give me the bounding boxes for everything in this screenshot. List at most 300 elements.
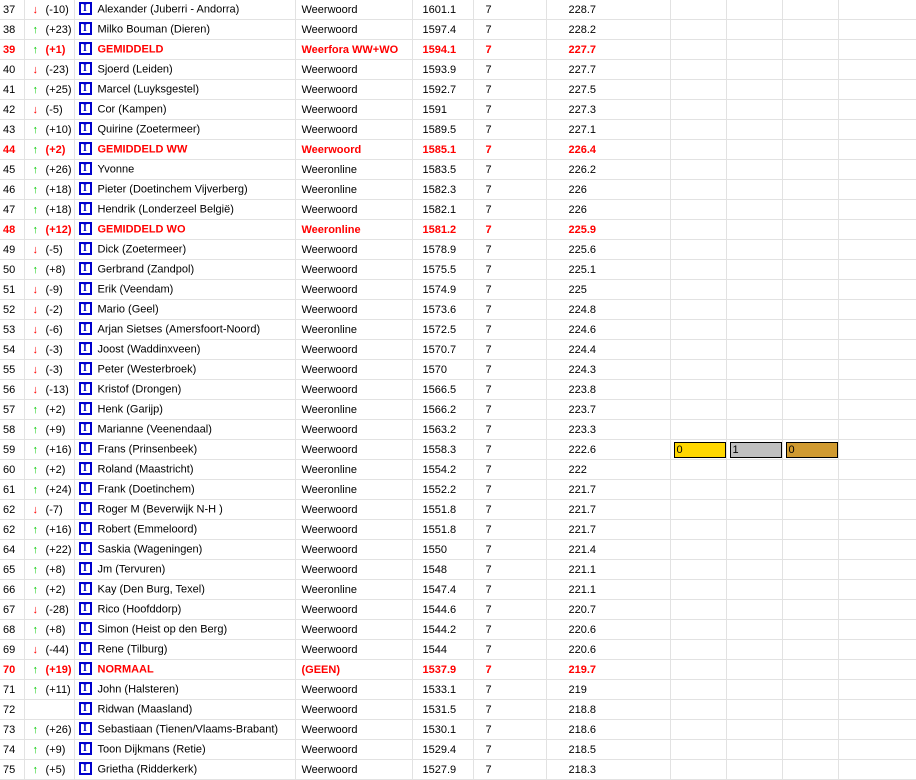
change-cell <box>24 300 74 320</box>
arrow-up-icon: ↑ <box>32 743 38 756</box>
medal-gold-cell <box>670 0 726 20</box>
count-cell: 7 <box>473 460 546 480</box>
change-cell <box>24 740 74 760</box>
forecaster-name: Marcel (Luyksgestel) <box>97 83 199 96</box>
arrow-down-icon: ↓ <box>32 603 38 616</box>
table-row <box>0 560 916 580</box>
arrow-down-icon: ↓ <box>32 643 38 656</box>
medal-silver-cell <box>726 400 782 420</box>
user-info-icon[interactable]: I <box>79 102 92 115</box>
medal-gold-cell <box>670 740 726 760</box>
rank-cell: 68 <box>0 620 24 640</box>
points-cell: 1544.6 <box>412 600 473 620</box>
forecaster-name: GEMIDDELD WO <box>97 223 186 236</box>
change-cell <box>24 120 74 140</box>
count-cell: 7 <box>473 660 546 680</box>
count-cell: 7 <box>473 80 546 100</box>
points-cell: 1574.9 <box>412 280 473 300</box>
name-cell <box>74 340 295 360</box>
spacer-cell <box>838 80 916 100</box>
spacer-cell <box>838 120 916 140</box>
medal-gold-cell <box>670 560 726 580</box>
user-info-icon[interactable]: I <box>79 462 92 475</box>
change-cell <box>24 200 74 220</box>
points-cell: 1530.1 <box>412 720 473 740</box>
name-cell <box>74 400 295 420</box>
avg-cell: 227.3 <box>546 100 670 120</box>
table-row <box>0 380 916 400</box>
change-value: (+2) <box>42 463 66 476</box>
medal-silver-cell <box>726 720 782 740</box>
forecaster-name: GEMIDDELD <box>97 43 164 56</box>
forecaster-name: GEMIDDELD WW <box>97 143 188 156</box>
spacer-cell <box>838 580 916 600</box>
medal-gold-cell <box>670 200 726 220</box>
medal-bronze-cell <box>782 540 838 560</box>
forecaster-name: Rene (Tilburg) <box>97 643 168 656</box>
arrow-up-icon: ↑ <box>32 423 38 436</box>
medal-gold-cell <box>670 100 726 120</box>
medal-silver-cell <box>726 600 782 620</box>
user-info-icon[interactable]: I <box>79 162 92 175</box>
avg-cell: 228.7 <box>546 0 670 20</box>
points-cell: 1570.7 <box>412 340 473 360</box>
source-cell: Weeronline <box>295 580 412 600</box>
count-cell: 7 <box>473 240 546 260</box>
medal-gold-cell <box>670 280 726 300</box>
rank-cell: 42 <box>0 100 24 120</box>
change-cell <box>24 160 74 180</box>
avg-cell: 218.6 <box>546 720 670 740</box>
spacer-cell <box>838 100 916 120</box>
spacer-cell <box>838 180 916 200</box>
source-cell: Weerwoord <box>295 20 412 40</box>
medal-silver-cell <box>726 180 782 200</box>
user-info-icon[interactable]: I <box>79 42 92 55</box>
name-cell <box>74 0 295 20</box>
spacer-cell <box>838 200 916 220</box>
user-info-icon[interactable]: I <box>79 682 92 695</box>
change-value: (+18) <box>42 203 72 216</box>
points-cell: 1566.2 <box>412 400 473 420</box>
table-row <box>0 720 916 740</box>
source-cell: Weerwoord <box>295 360 412 380</box>
forecaster-name: Dick (Zoetermeer) <box>97 243 187 256</box>
name-cell <box>74 320 295 340</box>
avg-cell: 224.4 <box>546 340 670 360</box>
arrow-up-icon: ↑ <box>32 403 38 416</box>
points-cell: 1601.1 <box>412 0 473 20</box>
name-cell <box>74 580 295 600</box>
arrow-up-icon: ↑ <box>32 263 38 276</box>
spacer-cell <box>838 60 916 80</box>
user-info-icon[interactable]: I <box>79 662 92 675</box>
forecaster-name: Roger M (Beverwijk N-H ) <box>97 503 223 516</box>
avg-cell: 219.7 <box>546 660 670 680</box>
user-info-icon[interactable]: I <box>79 482 92 495</box>
rank-cell: 39 <box>0 40 24 60</box>
forecaster-name: Gerbrand (Zandpol) <box>97 263 195 276</box>
count-cell: 7 <box>473 360 546 380</box>
count-cell: 7 <box>473 180 546 200</box>
change-value: (+26) <box>42 723 72 736</box>
user-info-icon[interactable]: I <box>79 722 92 735</box>
source-cell: Weerwoord <box>295 620 412 640</box>
change-value: (+22) <box>42 543 72 556</box>
name-cell <box>74 20 295 40</box>
arrow-down-icon: ↓ <box>32 3 38 16</box>
user-info-icon[interactable]: I <box>79 742 92 755</box>
table-row <box>0 400 916 420</box>
forecaster-name: Joost (Waddinxveen) <box>97 343 201 356</box>
medal-gold-cell <box>670 540 726 560</box>
count-cell: 7 <box>473 300 546 320</box>
medal-bronze-cell <box>782 400 838 420</box>
rank-cell: 41 <box>0 80 24 100</box>
count-cell: 7 <box>473 0 546 20</box>
forecaster-name: Alexander (Juberri - Andorra) <box>97 3 240 16</box>
avg-cell: 221.1 <box>546 560 670 580</box>
medal-bronze-cell <box>782 0 838 20</box>
medal-gold-cell <box>670 760 726 780</box>
user-info-icon[interactable]: I <box>79 562 92 575</box>
change-cell <box>24 20 74 40</box>
name-cell <box>74 200 295 220</box>
points-cell: 1573.6 <box>412 300 473 320</box>
name-cell <box>74 760 295 780</box>
rank-cell: 64 <box>0 540 24 560</box>
points-cell: 1581.2 <box>412 220 473 240</box>
user-info-icon[interactable]: I <box>79 702 92 715</box>
medal-silver-cell <box>726 340 782 360</box>
rank-cell: 65 <box>0 560 24 580</box>
forecaster-name: Sebastiaan (Tienen/Vlaams-Brabant) <box>97 723 279 736</box>
name-cell <box>74 120 295 140</box>
table-row <box>0 120 916 140</box>
count-cell: 7 <box>473 580 546 600</box>
source-cell: Weeronline <box>295 480 412 500</box>
spacer-cell <box>838 460 916 480</box>
source-cell: Weerwoord <box>295 60 412 80</box>
arrow-up-icon: ↑ <box>32 483 38 496</box>
change-value: (-9) <box>42 283 63 296</box>
name-cell <box>74 660 295 680</box>
medal-bronze-cell <box>782 440 838 460</box>
medal-bronze-cell <box>782 180 838 200</box>
change-value: (+10) <box>42 123 72 136</box>
table-row <box>0 360 916 380</box>
arrow-down-icon: ↓ <box>32 503 38 516</box>
spacer-cell <box>838 140 916 160</box>
medal-bronze-cell <box>782 80 838 100</box>
medal-silver-cell <box>726 520 782 540</box>
user-info-icon[interactable]: I <box>79 342 92 355</box>
rank-cell: 51 <box>0 280 24 300</box>
table-row <box>0 220 916 240</box>
forecaster-name: Ridwan (Maasland) <box>97 703 193 716</box>
points-cell: 1594.1 <box>412 40 473 60</box>
source-cell: Weerwoord <box>295 520 412 540</box>
medal-gold-cell <box>670 640 726 660</box>
points-cell: 1572.5 <box>412 320 473 340</box>
medal-bronze-cell <box>782 360 838 380</box>
table-row <box>0 760 916 780</box>
change-cell <box>24 0 74 20</box>
points-cell: 1548 <box>412 560 473 580</box>
change-value: (+18) <box>42 183 72 196</box>
user-info-icon[interactable]: I <box>79 2 92 15</box>
source-cell: Weerwoord <box>295 300 412 320</box>
avg-cell: 225.9 <box>546 220 670 240</box>
points-cell: 1566.5 <box>412 380 473 400</box>
avg-cell: 227.7 <box>546 60 670 80</box>
medal-silver-box: 1 <box>730 442 782 458</box>
spacer-cell <box>838 720 916 740</box>
points-cell: 1592.7 <box>412 80 473 100</box>
forecaster-name: Arjan Sietses (Amersfoort-Noord) <box>97 323 261 336</box>
count-cell: 7 <box>473 560 546 580</box>
user-info-icon[interactable]: I <box>79 582 92 595</box>
user-info-icon[interactable]: I <box>79 382 92 395</box>
medal-gold-cell <box>670 180 726 200</box>
source-cell: Weerwoord <box>295 260 412 280</box>
user-info-icon[interactable]: I <box>79 242 92 255</box>
source-cell: Weerwoord <box>295 720 412 740</box>
name-cell <box>74 600 295 620</box>
source-cell: Weerwoord <box>295 140 412 160</box>
table-row <box>0 320 916 340</box>
name-cell <box>74 560 295 580</box>
name-cell <box>74 500 295 520</box>
points-cell: 1551.8 <box>412 500 473 520</box>
user-info-icon[interactable]: I <box>79 322 92 335</box>
forecaster-name: Frank (Doetinchem) <box>97 483 195 496</box>
change-value: (+2) <box>42 143 66 156</box>
count-cell: 7 <box>473 700 546 720</box>
medal-bronze-cell <box>782 640 838 660</box>
user-info-icon[interactable]: I <box>79 422 92 435</box>
count-cell: 7 <box>473 680 546 700</box>
medal-bronze-cell <box>782 580 838 600</box>
user-info-icon[interactable]: I <box>79 222 92 235</box>
medal-gold-cell <box>670 620 726 640</box>
forecaster-name: Marianne (Veenendaal) <box>97 423 212 436</box>
medal-bronze-cell <box>782 200 838 220</box>
name-cell <box>74 380 295 400</box>
arrow-down-icon: ↓ <box>32 363 38 376</box>
medal-silver-cell <box>726 160 782 180</box>
change-value: (+24) <box>42 483 72 496</box>
source-cell: Weerwoord <box>295 760 412 780</box>
medal-bronze-cell <box>782 420 838 440</box>
user-info-icon[interactable]: I <box>79 122 92 135</box>
change-value: (-28) <box>42 603 69 616</box>
count-cell: 7 <box>473 160 546 180</box>
medal-bronze-cell <box>782 620 838 640</box>
name-cell <box>74 680 295 700</box>
change-cell <box>24 420 74 440</box>
change-cell <box>24 640 74 660</box>
medal-gold-cell <box>670 420 726 440</box>
user-info-icon[interactable]: I <box>79 542 92 555</box>
table-row <box>0 620 916 640</box>
user-info-icon[interactable]: I <box>79 402 92 415</box>
source-cell: (GEEN) <box>295 660 412 680</box>
medal-silver-cell <box>726 260 782 280</box>
spacer-cell <box>838 760 916 780</box>
user-info-icon[interactable]: I <box>79 182 92 195</box>
source-cell: Weerwoord <box>295 540 412 560</box>
points-cell: 1578.9 <box>412 240 473 260</box>
change-value: (-13) <box>42 383 69 396</box>
spacer-cell <box>838 220 916 240</box>
name-cell <box>74 180 295 200</box>
count-cell: 7 <box>473 120 546 140</box>
medal-gold-cell <box>670 60 726 80</box>
medal-gold-cell <box>670 220 726 240</box>
name-cell <box>74 460 295 480</box>
arrow-down-icon: ↓ <box>32 343 38 356</box>
medal-silver-cell <box>726 240 782 260</box>
arrow-up-icon: ↑ <box>32 203 38 216</box>
arrow-up-icon: ↑ <box>32 723 38 736</box>
source-cell: Weerfora WW+WO <box>295 40 412 60</box>
source-cell: Weeronline <box>295 320 412 340</box>
source-cell: Weerwoord <box>295 200 412 220</box>
table-row <box>0 260 916 280</box>
change-value: (+23) <box>42 23 72 36</box>
user-info-icon[interactable]: I <box>79 282 92 295</box>
count-cell: 7 <box>473 380 546 400</box>
user-info-icon[interactable]: I <box>79 362 92 375</box>
change-cell <box>24 760 74 780</box>
user-info-icon[interactable]: I <box>79 202 92 215</box>
change-value: (-3) <box>42 363 63 376</box>
user-info-icon[interactable]: I <box>79 502 92 515</box>
count-cell: 7 <box>473 640 546 660</box>
points-cell: 1593.9 <box>412 60 473 80</box>
medal-gold-cell <box>670 720 726 740</box>
medal-bronze-cell <box>782 240 838 260</box>
table-row <box>0 240 916 260</box>
user-info-icon[interactable]: I <box>79 642 92 655</box>
table-row <box>0 40 916 60</box>
spacer-cell <box>838 600 916 620</box>
points-cell: 1582.3 <box>412 180 473 200</box>
count-cell: 7 <box>473 60 546 80</box>
change-value: (+8) <box>42 623 66 636</box>
table-row <box>0 640 916 660</box>
user-info-icon[interactable]: I <box>79 262 92 275</box>
medal-bronze-cell <box>782 60 838 80</box>
arrow-up-icon: ↑ <box>32 763 38 776</box>
medal-silver-cell <box>726 620 782 640</box>
table-row <box>0 100 916 120</box>
user-info-icon[interactable]: I <box>79 522 92 535</box>
user-info-icon[interactable]: I <box>79 82 92 95</box>
name-cell <box>74 240 295 260</box>
avg-cell: 223.8 <box>546 380 670 400</box>
source-cell: Weeronline <box>295 460 412 480</box>
user-info-icon[interactable]: I <box>79 442 92 455</box>
user-info-icon[interactable]: I <box>79 622 92 635</box>
medal-bronze-cell <box>782 160 838 180</box>
medal-bronze-cell <box>782 480 838 500</box>
change-value: (+1) <box>42 43 66 56</box>
change-value: (-7) <box>42 503 63 516</box>
medal-silver-cell <box>726 500 782 520</box>
spacer-cell <box>838 660 916 680</box>
points-cell: 1575.5 <box>412 260 473 280</box>
user-info-icon[interactable]: I <box>79 142 92 155</box>
points-cell: 1527.9 <box>412 760 473 780</box>
name-cell <box>74 540 295 560</box>
user-info-icon[interactable]: I <box>79 302 92 315</box>
medal-bronze-cell <box>782 520 838 540</box>
change-value: (-10) <box>42 3 69 16</box>
medal-bronze-cell <box>782 380 838 400</box>
forecaster-name: Jm (Tervuren) <box>97 563 166 576</box>
change-value: (-5) <box>42 243 63 256</box>
medal-gold-cell <box>670 400 726 420</box>
source-cell: Weeronline <box>295 180 412 200</box>
medal-bronze-cell <box>782 20 838 40</box>
points-cell: 1550 <box>412 540 473 560</box>
change-value: (+16) <box>42 443 72 456</box>
user-info-icon[interactable]: I <box>79 762 92 775</box>
points-cell: 1551.8 <box>412 520 473 540</box>
medal-bronze-cell <box>782 300 838 320</box>
user-info-icon[interactable]: I <box>79 22 92 35</box>
medal-bronze-cell <box>782 320 838 340</box>
avg-cell: 225.6 <box>546 240 670 260</box>
arrow-up-icon: ↑ <box>32 463 38 476</box>
medal-bronze-cell <box>782 560 838 580</box>
name-cell <box>74 260 295 280</box>
change-cell <box>24 620 74 640</box>
medal-silver-cell <box>726 460 782 480</box>
medal-gold-cell <box>670 660 726 680</box>
arrow-down-icon: ↓ <box>32 323 38 336</box>
medal-silver-cell <box>726 120 782 140</box>
rank-cell: 61 <box>0 480 24 500</box>
count-cell: 7 <box>473 280 546 300</box>
arrow-up-icon: ↑ <box>32 623 38 636</box>
user-info-icon[interactable]: I <box>79 602 92 615</box>
rank-cell: 43 <box>0 120 24 140</box>
rank-cell: 48 <box>0 220 24 240</box>
medal-silver-cell <box>726 540 782 560</box>
medal-gold-cell <box>670 160 726 180</box>
medal-gold-cell <box>670 140 726 160</box>
forecaster-name: Robert (Emmeloord) <box>97 523 198 536</box>
avg-cell: 221.7 <box>546 480 670 500</box>
medal-bronze-cell <box>782 120 838 140</box>
table-row <box>0 180 916 200</box>
user-info-icon[interactable]: I <box>79 62 92 75</box>
spacer-cell <box>838 340 916 360</box>
source-cell: Weerwoord <box>295 240 412 260</box>
points-cell: 1558.3 <box>412 440 473 460</box>
table-row <box>0 660 916 680</box>
table-row <box>0 540 916 560</box>
medal-silver-cell <box>726 680 782 700</box>
spacer-cell <box>838 540 916 560</box>
count-cell: 7 <box>473 740 546 760</box>
name-cell <box>74 360 295 380</box>
avg-cell: 218.5 <box>546 740 670 760</box>
name-cell <box>74 420 295 440</box>
